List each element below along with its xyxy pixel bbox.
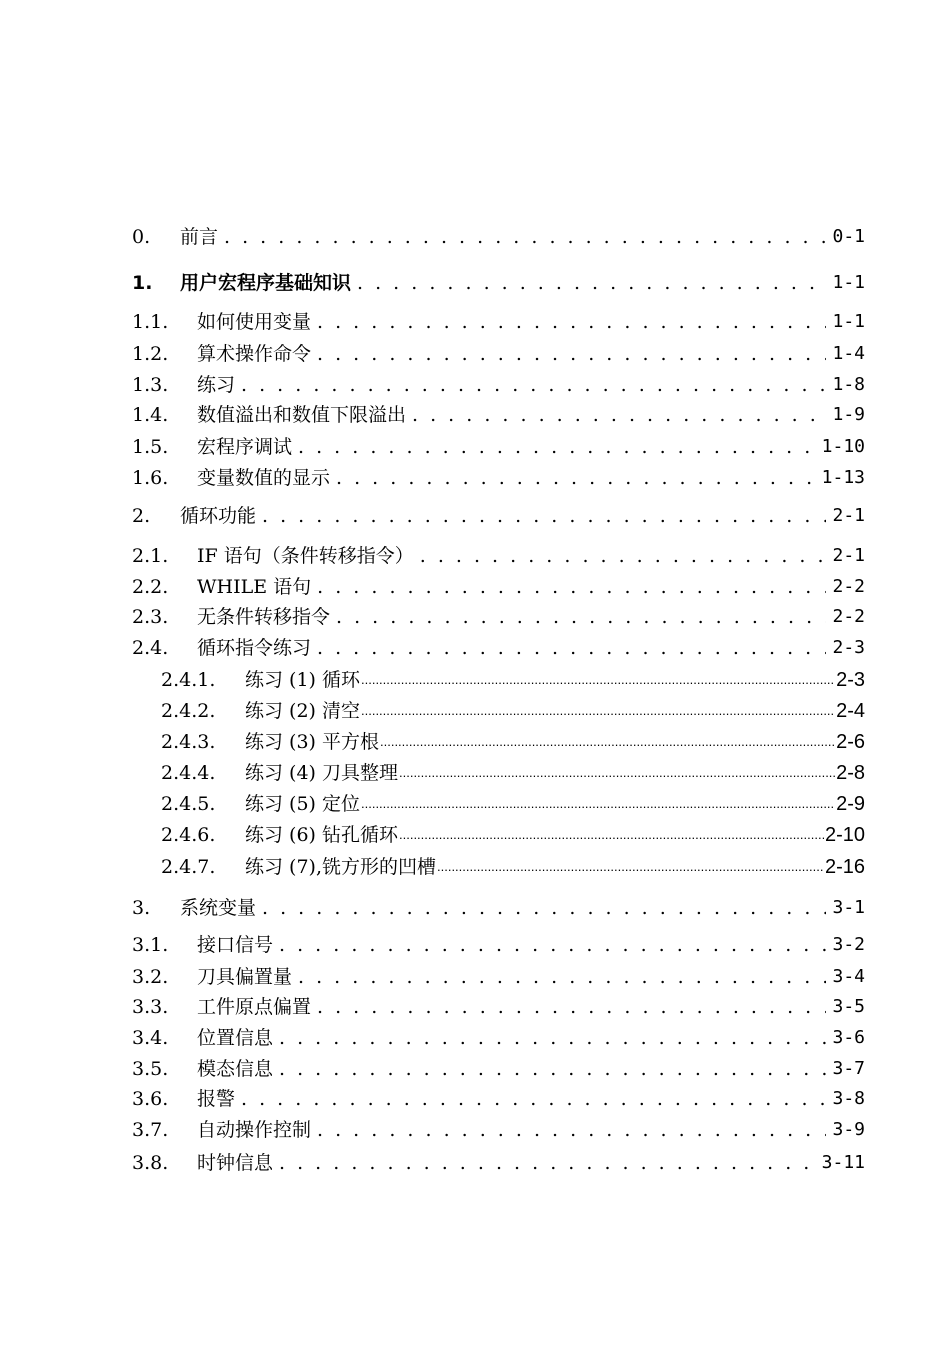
toc-page: 2-4 <box>836 700 865 722</box>
toc-title: 练习 (4) 刀具整理 <box>245 762 398 784</box>
toc-title: 变量数值的显示 <box>197 467 331 489</box>
toc-entry-1-1[interactable] <box>132 307 865 335</box>
toc-number: 1.3. <box>132 374 169 396</box>
toc-entry-1-4[interactable] <box>132 400 865 428</box>
toc-entry-2-4-4[interactable] <box>161 758 865 786</box>
toc-entry-2-4-2[interactable] <box>161 696 865 724</box>
dot-leader <box>361 789 835 817</box>
toc-page: 1-4 <box>832 343 865 364</box>
toc-entry-0[interactable] <box>132 222 865 250</box>
dot-leader <box>279 1056 826 1082</box>
toc-title: 前言 <box>180 226 219 248</box>
toc-entry-3-1[interactable] <box>132 930 865 958</box>
toc-number: 2.3. <box>132 606 169 628</box>
toc-number: 2. <box>132 505 151 527</box>
toc-page: 3-4 <box>832 966 865 987</box>
toc-entry-3-4[interactable] <box>132 1023 865 1051</box>
toc-entry-2[interactable] <box>132 501 865 529</box>
toc-entry-2-4-7[interactable] <box>161 852 865 880</box>
toc-page: 2-9 <box>836 793 865 815</box>
toc-entry-2-4-1[interactable] <box>161 665 865 693</box>
toc-page: 2-2 <box>832 606 865 627</box>
toc-page: 1-1 <box>832 311 865 332</box>
toc-page: 2-1 <box>832 545 865 566</box>
toc-page: 2-1 <box>832 505 865 526</box>
toc-number: 3.3. <box>132 996 169 1018</box>
toc-title: WHILE 语句 <box>197 576 312 598</box>
toc-title: 报警 <box>197 1088 236 1110</box>
toc-number: 2.1. <box>132 545 169 567</box>
toc-title: 练习 (5) 定位 <box>245 793 360 815</box>
toc-entry-1-2[interactable] <box>132 339 865 367</box>
toc-page: 3-5 <box>832 996 865 1017</box>
toc-entry-2-4[interactable] <box>132 633 865 661</box>
toc-entry-2-4-6[interactable] <box>161 820 865 848</box>
toc-number: 2.4.6. <box>161 824 216 846</box>
toc-page: 3-6 <box>832 1027 865 1048</box>
toc-entry-2-4-5[interactable] <box>161 789 865 817</box>
toc-page: 2-10 <box>824 824 865 846</box>
dot-leader <box>336 604 826 630</box>
dot-leader <box>317 574 826 600</box>
dot-leader <box>361 696 835 724</box>
toc-title: 刀具偏置量 <box>197 966 293 988</box>
toc-number: 2.4.3. <box>161 731 216 753</box>
toc-page: 3-11 <box>821 1152 865 1173</box>
dot-leader <box>317 994 826 1020</box>
toc-number: 1.2. <box>132 343 169 365</box>
toc-number: 2.4.5. <box>161 793 216 815</box>
dot-leader <box>317 309 826 335</box>
toc-number: 1.4. <box>132 404 169 426</box>
toc-number: 2.4.2. <box>161 700 216 722</box>
toc-title: 接口信号 <box>197 934 274 956</box>
toc-number: 2.4. <box>132 637 169 659</box>
dot-leader <box>399 758 835 786</box>
toc-page: 3-1 <box>832 897 865 918</box>
toc-title: 循环指令练习 <box>197 637 312 659</box>
toc-title: 无条件转移指令 <box>197 606 331 628</box>
toc-title: 宏程序调试 <box>197 436 293 458</box>
toc-title: 自动操作控制 <box>197 1119 312 1141</box>
toc-page: 2-8 <box>836 762 865 784</box>
toc-number: 0. <box>132 226 151 248</box>
toc-number: 1.1. <box>132 311 169 333</box>
toc-entry-1-3[interactable] <box>132 370 865 398</box>
toc-entry-3-3[interactable] <box>132 992 865 1020</box>
toc-title: 用户宏程序基础知识 <box>180 272 352 294</box>
toc-number: 3.2. <box>132 966 169 988</box>
dot-leader <box>241 372 826 398</box>
dot-leader <box>241 1086 826 1112</box>
toc-number: 1. <box>132 272 153 294</box>
toc-page: 3-9 <box>832 1119 865 1140</box>
dot-leader <box>317 1117 826 1143</box>
toc-title: 位置信息 <box>197 1027 274 1049</box>
toc-title: 系统变量 <box>180 897 257 919</box>
toc-title: 练习 (1) 循环 <box>245 669 360 691</box>
dot-leader <box>361 665 835 693</box>
toc-page: 2-3 <box>832 637 865 658</box>
toc-entry-3-8[interactable] <box>132 1148 865 1176</box>
dot-leader <box>357 270 826 296</box>
toc-title: 练习 (7),铣方形的凹槽 <box>245 856 436 878</box>
toc-page: 2-3 <box>836 669 865 691</box>
toc-page: 1-10 <box>821 436 865 457</box>
toc-entry-2-3[interactable] <box>132 602 865 630</box>
dot-leader <box>279 1150 816 1176</box>
toc-number: 3. <box>132 897 151 919</box>
toc-entry-3[interactable] <box>132 893 865 921</box>
dot-leader <box>262 895 826 921</box>
toc-entry-1-5[interactable] <box>132 432 865 460</box>
toc-number: 3.1. <box>132 934 169 956</box>
toc-page: 1-8 <box>832 374 865 395</box>
dot-leader <box>279 1025 826 1051</box>
toc-entry-3-7[interactable] <box>132 1115 865 1143</box>
toc-number: 2.4.7. <box>161 856 216 878</box>
toc-number: 1.5. <box>132 436 169 458</box>
toc-entry-3-5[interactable] <box>132 1054 865 1082</box>
toc-number: 2.2. <box>132 576 169 598</box>
toc-page: 1-9 <box>832 404 865 425</box>
toc-title: IF 语句（条件转移指令） <box>197 545 414 567</box>
toc-entry-3-2[interactable] <box>132 962 865 990</box>
toc-number: 3.8. <box>132 1152 169 1174</box>
toc-number: 3.6. <box>132 1088 169 1110</box>
toc-number: 1.6. <box>132 467 169 489</box>
toc-number: 2.4.4. <box>161 762 216 784</box>
toc-title: 算术操作命令 <box>197 343 312 365</box>
dot-leader <box>279 932 826 958</box>
toc-page: 2-16 <box>824 856 865 878</box>
toc-title: 模态信息 <box>197 1058 274 1080</box>
toc-page: 3-8 <box>832 1088 865 1109</box>
toc-title: 时钟信息 <box>197 1152 274 1174</box>
dot-leader <box>224 224 826 250</box>
toc-page: 1-13 <box>821 467 865 488</box>
toc-title: 练习 <box>197 374 236 396</box>
toc-entry-2-4-3[interactable] <box>161 727 865 755</box>
toc-number: 2.4.1. <box>161 669 216 691</box>
dot-leader <box>317 635 826 661</box>
toc-title: 循环功能 <box>180 505 257 527</box>
dot-leader <box>412 402 826 428</box>
dot-leader <box>336 465 816 491</box>
toc-title: 练习 (6) 钻孔循环 <box>245 824 398 846</box>
toc-entry-2-1[interactable] <box>132 541 865 569</box>
toc-title: 数值溢出和数值下限溢出 <box>197 404 407 426</box>
dot-leader <box>298 964 826 990</box>
toc-entry-1-6[interactable] <box>132 463 865 491</box>
toc-page: 2-6 <box>836 731 865 753</box>
toc-title: 练习 (3) 平方根 <box>245 731 379 753</box>
dot-leader <box>399 820 824 848</box>
dot-leader <box>420 543 827 569</box>
toc-entry-2-2[interactable] <box>132 572 865 600</box>
toc-page: 3-2 <box>832 934 865 955</box>
toc-page: 0-1 <box>832 226 865 247</box>
toc-page: 2-2 <box>832 576 865 597</box>
toc-title: 练习 (2) 清空 <box>245 700 360 722</box>
dot-leader <box>262 503 826 529</box>
dot-leader <box>298 434 816 460</box>
toc-entry-1[interactable] <box>132 268 865 296</box>
toc-title: 工件原点偏置 <box>197 996 312 1018</box>
toc-number: 3.5. <box>132 1058 169 1080</box>
toc-page: 3-7 <box>832 1058 865 1079</box>
dot-leader <box>317 341 826 367</box>
dot-leader <box>380 727 835 755</box>
dot-leader <box>437 852 824 880</box>
toc-title: 如何使用变量 <box>197 311 312 333</box>
toc-entry-3-6[interactable] <box>132 1084 865 1112</box>
toc-number: 3.4. <box>132 1027 169 1049</box>
toc-number: 3.7. <box>132 1119 169 1141</box>
toc-page: 1-1 <box>832 272 865 293</box>
